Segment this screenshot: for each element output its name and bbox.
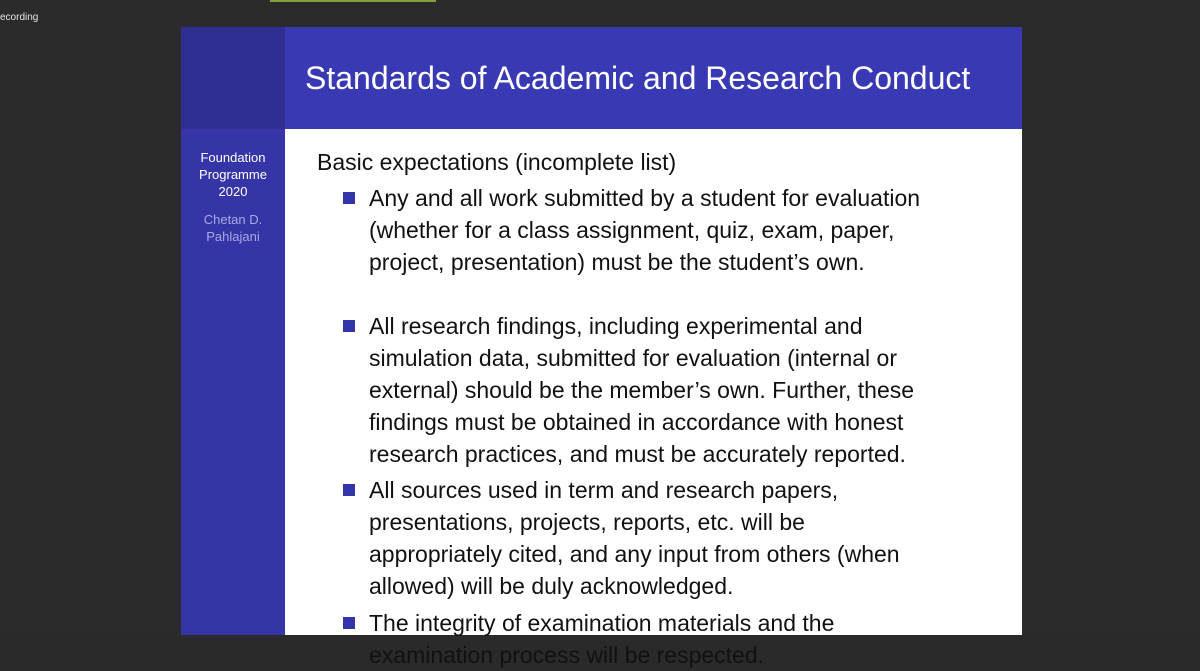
slide-sidebar bbox=[181, 129, 285, 635]
bullet-line: research practices, and must be accurately reported. bbox=[369, 441, 906, 467]
sidebar-program-line: 2020 bbox=[218, 184, 248, 199]
sidebar-author-line: Chetan D. bbox=[203, 212, 263, 227]
bullet-text bbox=[369, 310, 914, 470]
presentation-slide bbox=[181, 27, 1022, 668]
bullet-line: findings must be obtained in accordance with honest bbox=[369, 409, 904, 435]
slide-content bbox=[285, 129, 1022, 668]
bullet-text bbox=[369, 607, 834, 671]
bullet-line: external) should be the member’s own. Further, these bbox=[369, 377, 915, 403]
square-bullet-icon bbox=[343, 617, 355, 629]
sidebar-program-line: Programme bbox=[199, 167, 267, 182]
bullet-line: All research findings, including experimental and bbox=[369, 313, 863, 339]
slide-title: Standards of Academic and Research Conduct bbox=[305, 59, 971, 96]
bullet-line: examination process will be respected. bbox=[369, 642, 765, 668]
bullet-text bbox=[369, 474, 900, 602]
sidebar-program bbox=[181, 149, 285, 200]
sidebar-author-line: Pahlajani bbox=[206, 229, 260, 244]
bullet-line: Any and all work submitted by a student for evaluation bbox=[369, 185, 921, 211]
bullet-line: (whether for a class assignment, quiz, exam, paper, bbox=[369, 217, 895, 243]
slide-title-bar bbox=[285, 27, 1022, 129]
bullet-text bbox=[369, 182, 920, 278]
bullet-line: All sources used in term and research papers, bbox=[369, 477, 839, 503]
bullet-line: presentations, projects, reports, etc. will be bbox=[369, 509, 805, 535]
square-bullet-icon bbox=[343, 484, 355, 496]
sidebar-author bbox=[181, 211, 285, 245]
square-bullet-icon bbox=[343, 320, 355, 332]
slide-corner-block bbox=[181, 27, 285, 129]
bullet-line: appropriately cited, and any input from others (when bbox=[369, 541, 900, 567]
bullet-line: project, presentation) must be the student’s own. bbox=[369, 249, 865, 275]
bullet-line: allowed) will be duly acknowledged. bbox=[369, 573, 734, 599]
square-bullet-icon bbox=[343, 192, 355, 204]
recording-label: ecording bbox=[0, 12, 39, 23]
share-indicator-bar bbox=[270, 0, 436, 2]
bullet-line: simulation data, submitted for evaluation (internal or bbox=[369, 345, 898, 371]
bullet-line: The integrity of examination materials and the bbox=[369, 610, 835, 636]
slide-heading: Basic expectations (incomplete list) bbox=[317, 149, 677, 175]
sidebar-program-line: Foundation bbox=[200, 150, 266, 165]
